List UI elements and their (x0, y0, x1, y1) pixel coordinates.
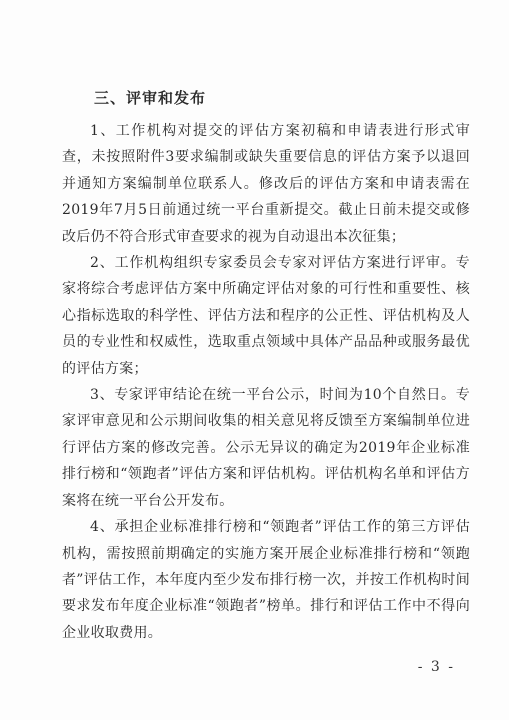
paragraph-4: 4、承担企业标准排行榜和“领跑者”评估工作的第三方评估机构，需按照前期确定的实施方案开展企业标准排行榜和“领跑者”评估工作，本年度内至少发布排行榜一次，并按工作机构时间要求发布年度企业标准“领跑者”榜单。排行和评估工作中不得向企业收取费用。 (62, 519, 470, 641)
page-number: - 3 - (417, 659, 455, 675)
paragraph-3: 3、专家评审结论在统一平台公示，时间为10个自然日。专家评审意见和公示期间收集的相关意见将反馈至方案编制单位进行评估方案的修改完善。公示无异议的确定为2019年企业标准排行榜和“领跑者”评估方案和评估机构。评估机构名单和评估方案将在统一平台公开发布。 (62, 387, 470, 509)
paragraph-1: 1、工作机构对提交的评估方案初稿和申请表进行形式审查，未按照附件3要求编制或缺失重要信息的评估方案予以退回并通知方案编制单位联系人。修改后的评估方案和申请表需在2019年7月5日前通过统一平台重新提交。截止日前未提交或修改后仍不符合形式审查要求的视为自动退出本次征集； (62, 123, 470, 245)
paragraph-2: 2、工作机构组织专家委员会专家对评估方案进行评审。专家将综合考虑评估方案中所确定评估对象的可行性和重要性、核心指标选取的科学性、评估方法和程序的公正性、评估机构及人员的专业性和权威性，选取重点领域中具体产品品种或服务最优的评估方案； (62, 255, 470, 377)
section-heading: 三、评审和发布 (94, 89, 207, 107)
document-body (62, 87, 470, 646)
